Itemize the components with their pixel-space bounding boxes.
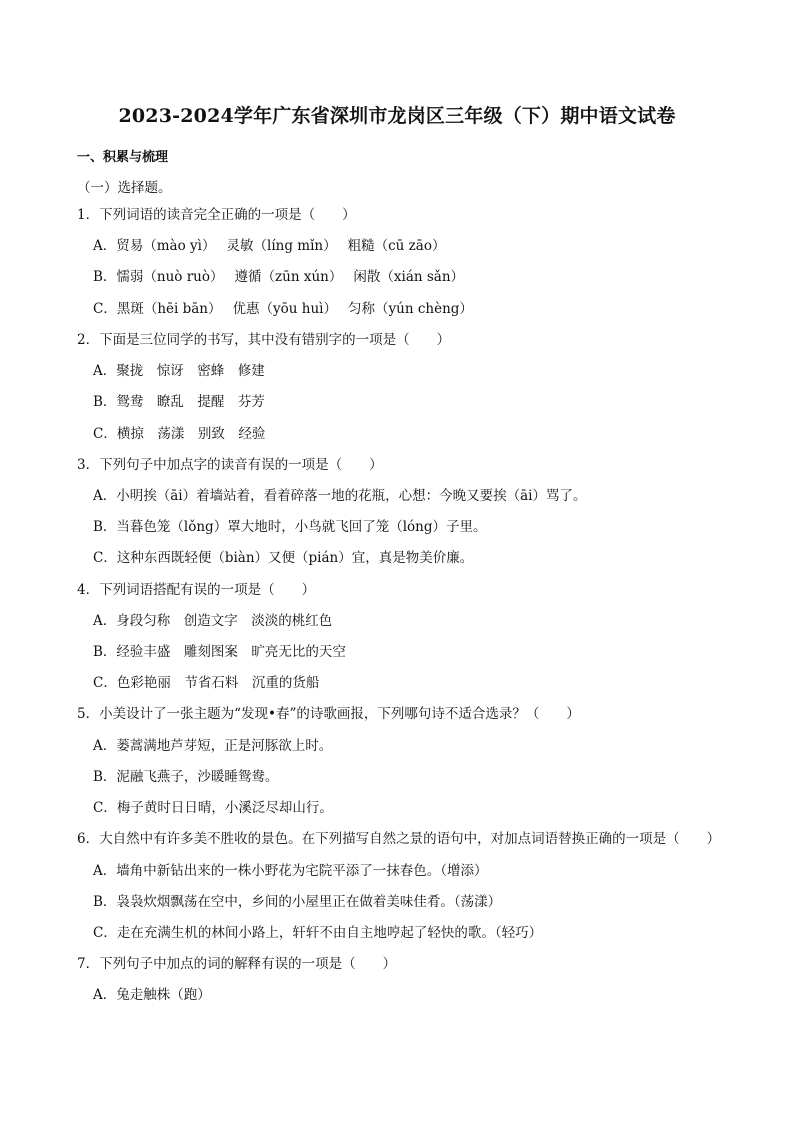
section-heading: 一、积累与梳理: [77, 150, 169, 165]
question-option: B．当暮色笼（lǒng）罩大地时，小鸟就飞回了笼（lóng）子里。: [93, 519, 487, 535]
question-option: C．走在充满生机的林间小路上，轩轩不由自主地哼起了轻快的歌。（轻巧）: [93, 925, 543, 941]
question-option: C．这种东西既轻便（biàn）又便（pián）宜，真是物美价廉。: [93, 550, 474, 566]
question-option: A．墙角中新钻出来的一株小野花为宅院平添了一抹春色。（增添）: [93, 863, 488, 879]
question-option: B．懦弱（nuò ruò） 遵循（zūn xún） 闲散（xián sǎn）: [93, 269, 465, 285]
question-option: A．贸易（mào yì） 灵敏（líng mǐn） 粗糙（cū zāo）: [93, 238, 446, 254]
question-option: B．泥融飞燕子，沙暖睡鸳鸯。: [93, 769, 279, 785]
question-option: C．色彩艳丽 节省石料 沉重的货船: [93, 675, 320, 691]
subsection-heading: （一）选择题。: [77, 180, 172, 196]
page-title: 2023-2024学年广东省深圳市龙岗区三年级（下）期中语文试卷: [118, 105, 676, 127]
question-stem: 3．下列句子中加点字的读音有误的一项是（ ）: [77, 457, 383, 473]
question-option: A．蒌蒿满地芦芽短，正是河豚欲上时。: [93, 738, 333, 754]
question-stem: 7．下列句子中加点的词的解释有误的一项是（ ）: [77, 956, 397, 972]
question-stem: 1．下列词语的读音完全正确的一项是（ ）: [77, 207, 356, 223]
question-stem: 5．小美设计了一张主题为“发现•春”的诗歌画报，下列哪句诗不适合选录？（ ）: [77, 706, 580, 722]
question-option: B．鸳鸯 瞭乱 提醒 芬芳: [93, 394, 265, 410]
question-option: B．经验丰盛 雕刻图案 旷亮无比的天空: [93, 644, 346, 660]
question-stem: 2．下面是三位同学的书写，其中没有错别字的一项是（ ）: [77, 332, 451, 348]
question-option: C．梅子黄时日日晴，小溪泛尽却山行。: [93, 800, 333, 816]
question-option: A．聚拢 惊讶 密蜂 修建: [93, 363, 265, 379]
question-option: A．身段匀称 创造文字 淡淡的桃红色: [93, 613, 333, 629]
question-option: C．横掠 荡漾 别致 经验: [93, 426, 266, 442]
question-stem: 4．下列词语搭配有误的一项是（ ）: [77, 582, 316, 598]
question-option: B．袅袅炊烟飘荡在空中，乡间的小屋里正在做着美味佳肴。（荡漾）: [93, 894, 502, 910]
question-option: A．兔走触株（跑）: [93, 987, 211, 1003]
question-stem: 6．大自然中有许多美不胜收的景色。在下列描写自然之景的语句中，对加点词语替换正确的一项是（ ）: [77, 831, 721, 847]
question-option: C．黑斑（hēi bān） 优惠（yōu huì） 匀称（yún chèng）: [93, 301, 473, 317]
question-option: A．小明挨（āi）着墙站着，看着碎落一地的花瓶，心想：今晚又要挨（āi）骂了。: [93, 488, 587, 504]
